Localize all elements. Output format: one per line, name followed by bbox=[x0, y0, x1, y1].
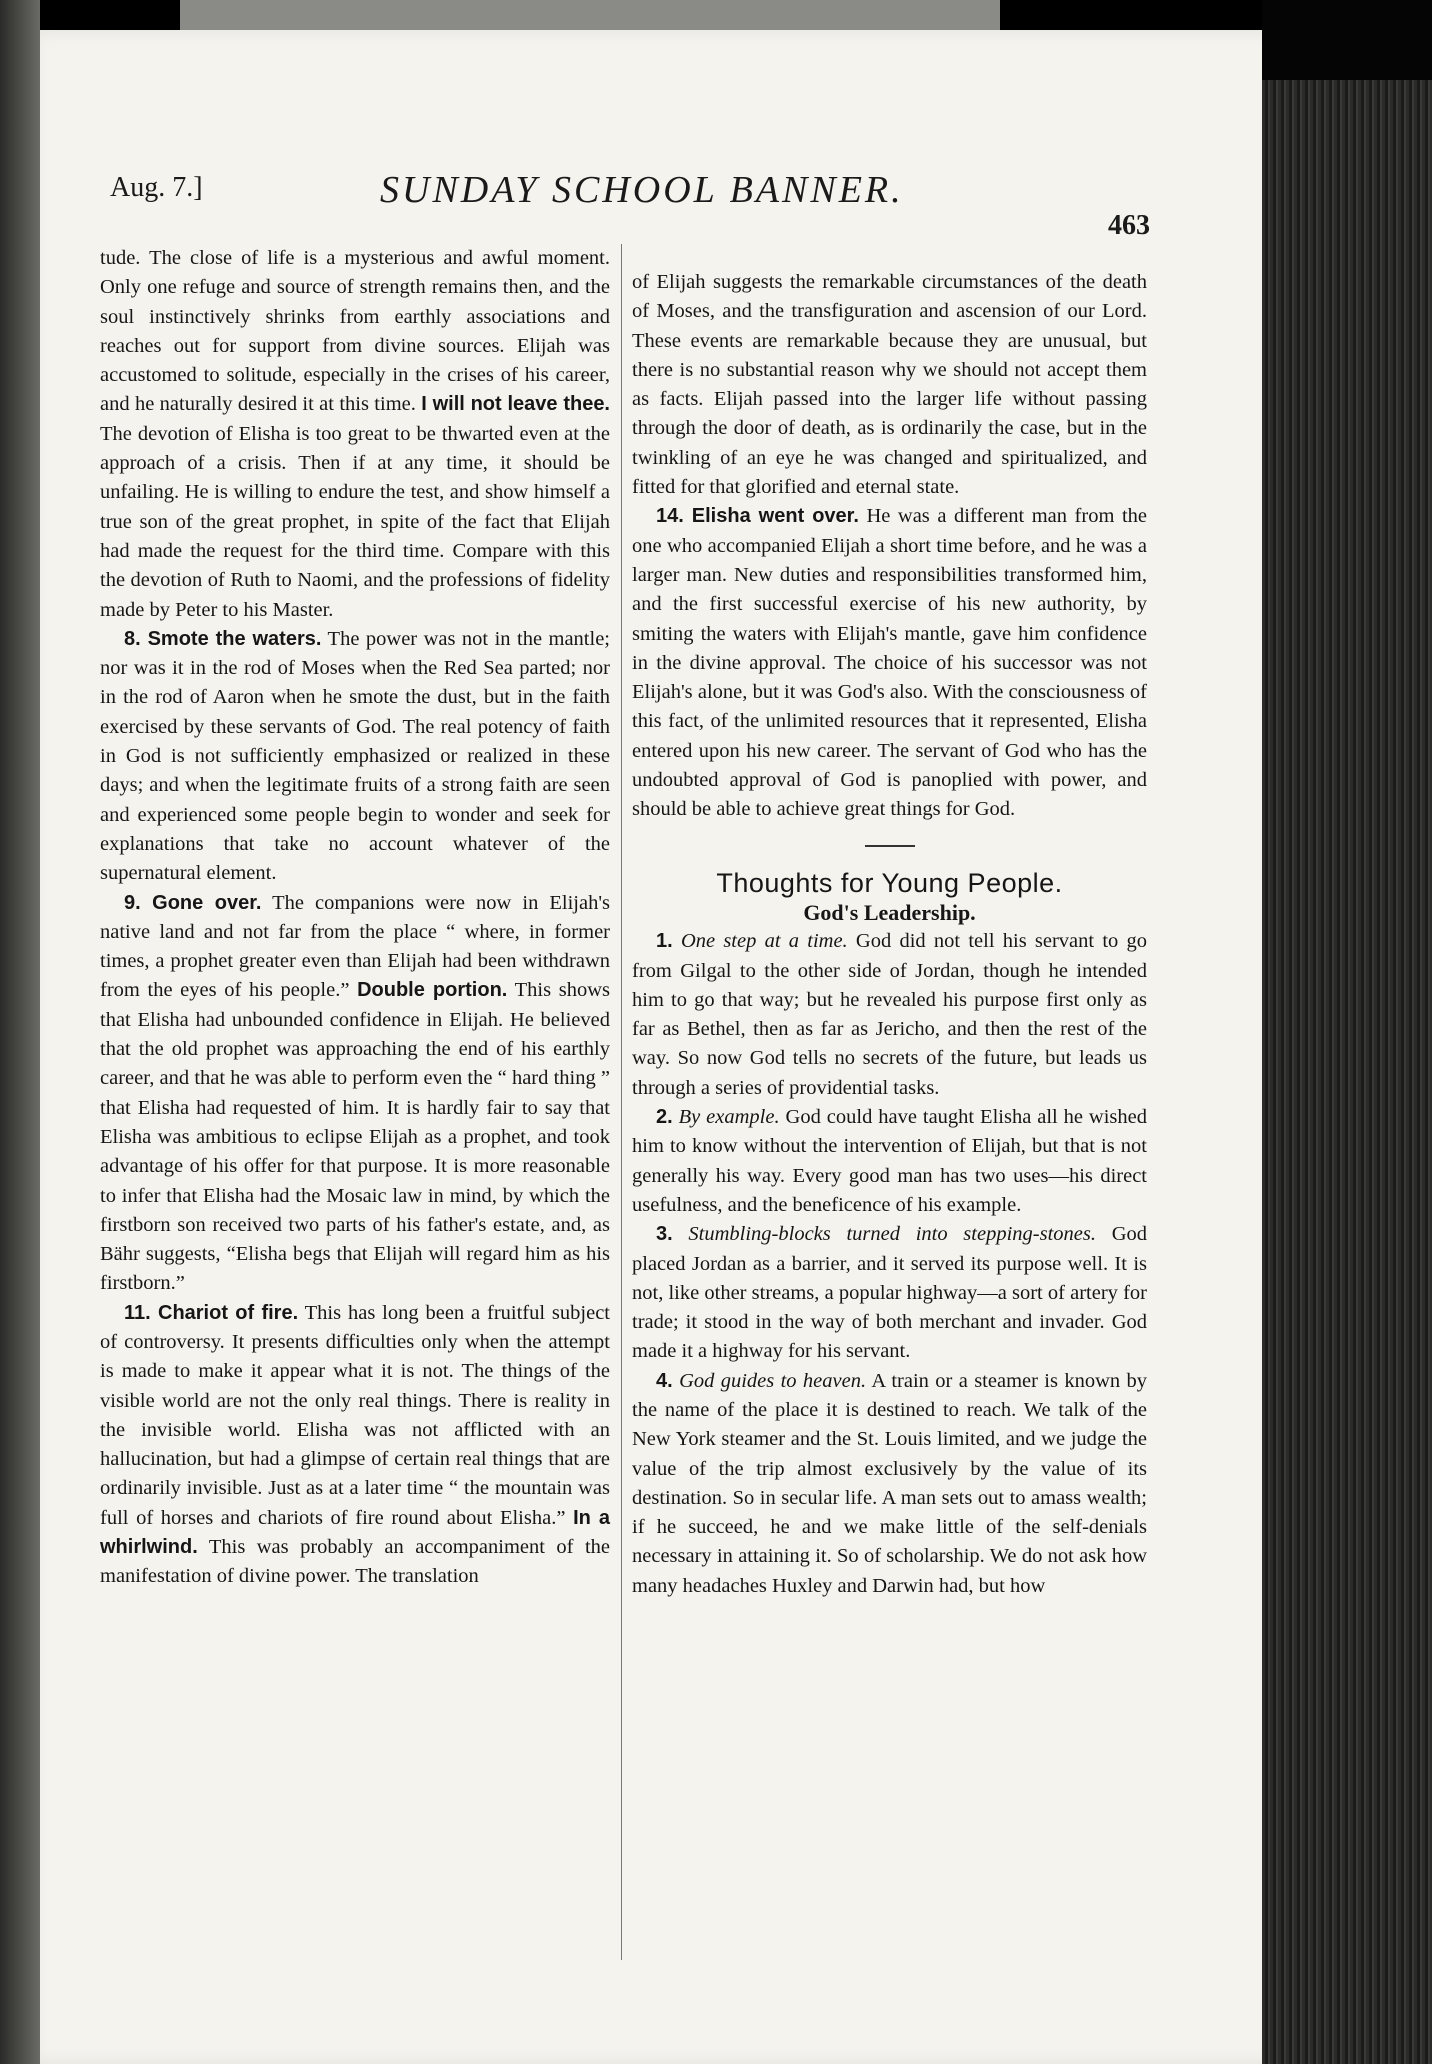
text: This was probably an accompaniment of the manifestation of divine power. The translation bbox=[100, 1536, 610, 1588]
text: God did not tell his servant to go from Gilgal to the other side of Jordan, though he intended him to go that way; but he revealed his purpose first only as far as Bethel, then as far as Jericho, and then the rest of the way. So now God tells no secrets of the future, but leads us through a series of providential tasks. bbox=[632, 930, 1148, 1099]
paragraph bbox=[100, 244, 610, 625]
text: tude. The close of life is a mysterious and awful moment. Only one refuge and source of strength remains then, and the soul instinctively shrinks from earthly associations and reaches out for support from divine sources. Elijah was accustomed to solitude, especially in the crises of his career, and he naturally desired it at this time. bbox=[100, 247, 610, 416]
book-page-edges bbox=[1262, 80, 1432, 2064]
text: A train or a steamer is known by the name of the place it is destined to reach. We talk of the New York steamer and the St. Louis limited, and we judge the value of the trip almost exclusively by the value of its destination. So in secular life. A man sets out to amass wealth; if he succeed, he and we make little of the self-denials necessary in attaining it. So of scholarship. We do not ask how many headaches Huxley and Darwin had, but how bbox=[632, 1369, 1147, 1597]
paragraph bbox=[632, 927, 1147, 1103]
bold-heading: I will not leave thee. bbox=[421, 393, 610, 416]
header-date: Aug. 7.] bbox=[110, 172, 203, 203]
paragraph bbox=[100, 889, 610, 1299]
section-subtitle: God's Leadership. bbox=[803, 899, 976, 925]
italic-heading: Stumbling-blocks turned into stepping-stones. bbox=[688, 1223, 1096, 1246]
bold-heading: 11. Chariot of fire. bbox=[124, 1301, 299, 1324]
section-separator bbox=[865, 845, 915, 847]
paragraph bbox=[632, 1367, 1147, 1601]
text: The companions were now in Elijah's native land and not far from the place “ where, in former times, a prophet greater even than Elijah had been withdrawn from the eyes of his people.” bbox=[100, 891, 611, 1002]
right-column bbox=[632, 268, 1147, 1968]
item-number: 4. bbox=[656, 1369, 673, 1392]
section-title: Thoughts for Young People. bbox=[716, 867, 1063, 898]
item-number: 3. bbox=[656, 1223, 673, 1246]
text: This shows that Elisha had unbounded confidence in Elijah. He believed that the old prophet was approaching the end of his earthly career, and that he was able to perform even the “ hard thing ” that Elisha had requested of him. It is hardly fair to say that Elisha was ambitious to eclipse Elijah as a prophet, and took advantage of his offer for that purpose. It is more reasonable to infer that Elisha had the Mosaic law in mind, by which the firstborn son received two parts of his father's estate, and, as Bähr suggests, “Elisha begs that Elijah will regard him as his firstborn.” bbox=[100, 979, 610, 1295]
item-number: 1. bbox=[656, 930, 673, 953]
italic-heading: One step at a time. bbox=[680, 930, 848, 953]
bold-heading: 9. Gone over. bbox=[124, 891, 262, 914]
italic-heading: By example. bbox=[678, 1106, 780, 1129]
scan-left-margin bbox=[0, 0, 40, 2064]
bold-heading: 14. Elisha went over. bbox=[656, 505, 859, 528]
italic-heading: God guides to heaven. bbox=[679, 1369, 867, 1392]
column-divider bbox=[621, 244, 622, 1960]
paragraph bbox=[100, 625, 610, 889]
paragraph bbox=[632, 1103, 1147, 1220]
text: This has long been a fruitful subject of controversy. It presents difficulties only when the attempt is made to make it appear what it is not. The things of the visible world are not the only real things. There is reality in the invisible world. Elisha was not afflicted with an hallucination, but had a glimpse of certain real things that are ordinarily invisible. Just as at a later time “ the mountain was full of horses and chariots of fire round about Elisha.” bbox=[100, 1301, 610, 1529]
paragraph: of Elijah suggests the remarkable circumstances of the death of Moses, and the transfiguration and ascension of our Lord. These events are remarkable because they are unusual, but there is no substantial reason why we should not accept them as facts. Elijah passed into the larger life without passing through the door of death, as is ordinarily the case, but in the twinkling of an eye he was changed and spiritualized, and fitted for that glorified and eternal state. bbox=[632, 271, 1147, 499]
bold-heading: In a whirlwind. bbox=[100, 1506, 611, 1559]
header-title: SUNDAY SCHOOL BANNER. bbox=[380, 169, 904, 211]
left-column bbox=[100, 244, 610, 1954]
bold-heading: 8. Smote the waters. bbox=[124, 627, 322, 650]
running-header bbox=[110, 150, 1150, 241]
bold-heading: Double portion. bbox=[357, 979, 508, 1002]
item-number: 2. bbox=[656, 1106, 673, 1129]
text: The power was not in the mantle; nor was it in the rod of Moses when the Red Sea parted; nor in the rod of Aaron when he smote the dust, but in the faith exercised by these servants of God. The real potency of faith in God is not sufficiently emphasized or realized in these days; and when the legitimate fruits of a strong faith are seen and experienced some people begin to wonder and seek for explanations that take no account whatever of the supernatural element. bbox=[100, 627, 610, 885]
paragraph bbox=[100, 1299, 610, 1592]
page-number: 463 bbox=[1108, 210, 1150, 241]
text: He was a different man from the one who accompanied Elijah a short time before, and he was a larger man. New duties and responsibilities transformed him, and the first successful exercise of his new authority, by smiting the waters with Elijah's mantle, gave him confidence in the divine approval. The choice of his successor was not Elijah's alone, but it was God's also. With the consciousness of this fact, of the unlimited resources that it represented, Elisha entered upon his new career. The servant of God who has the undoubted approval of God is panoplied with power, and should be able to achieve great things for God. bbox=[632, 505, 1147, 821]
text: The devotion of Elisha is too great to be thwarted even at the approach of a crisis. Then if at any time, it should be unfailing. He is willing to endure the test, and show himself a true son of the great prophet, in spite of the fact that Elijah had made the request for the third time. Compare with this the devotion of Ruth to Naomi, and the professions of fidelity made by Peter to his Master. bbox=[100, 422, 610, 621]
paragraph bbox=[632, 1220, 1147, 1366]
paragraph bbox=[632, 502, 1147, 824]
text: God placed Jordan as a barrier, and it served its purpose well. It is not, like other streams, a popular highway—a sort of artery for trade; it stood in the way of both merchant and invader. God made it a highway for his servant. bbox=[632, 1223, 1148, 1363]
text: God could have taught Elisha all he wished him to know without the intervention of Elijah, but that is not generally his way. Every good man has two uses—his direct usefulness, and the beneficence of his example. bbox=[632, 1106, 1148, 1216]
